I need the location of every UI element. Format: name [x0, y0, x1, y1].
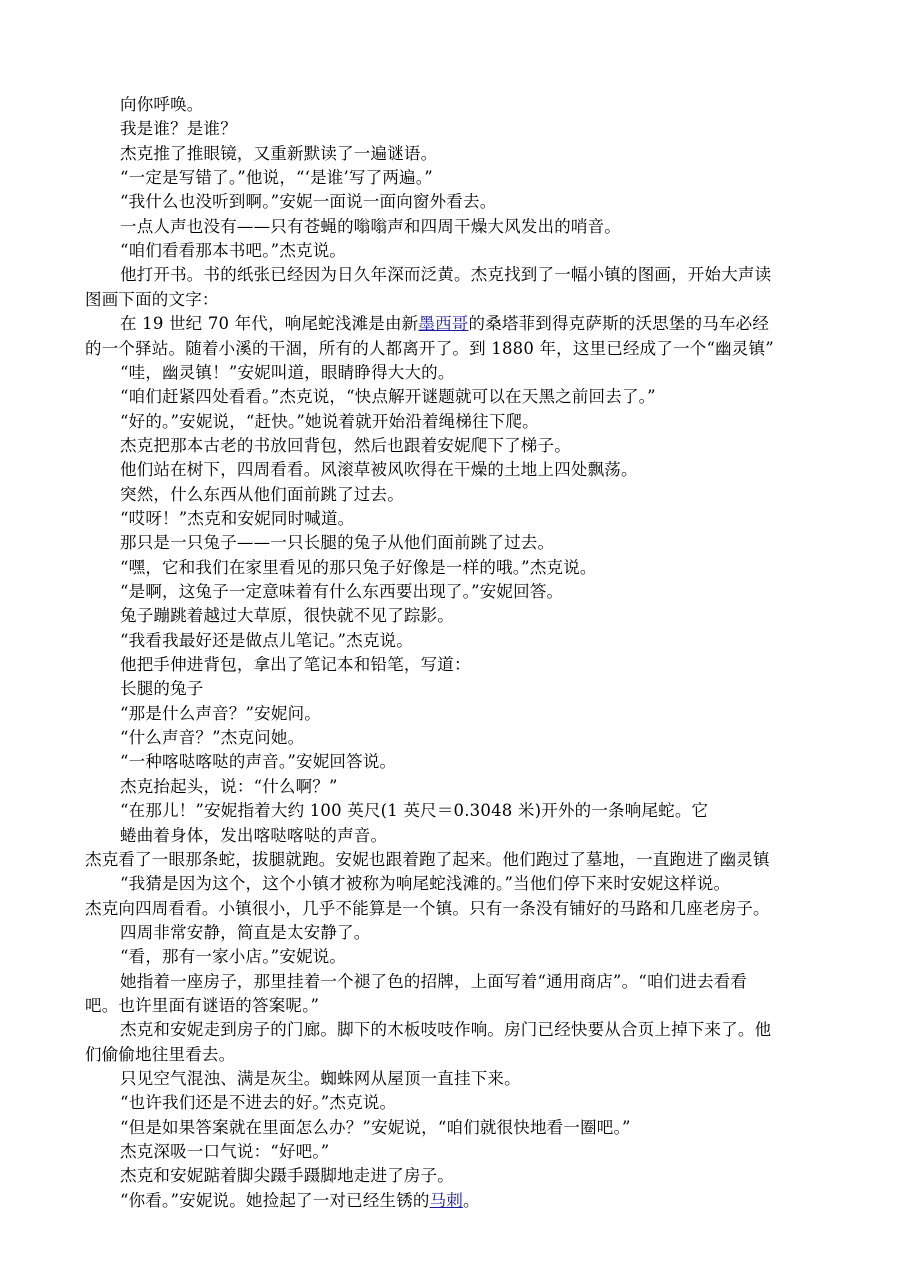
text-line [0, 288, 909, 312]
line-text: 只见空气混浊、满是灰尘。蜘蛛网从屋顶一直挂下来。 [120, 1069, 521, 1088]
text-line [0, 872, 909, 896]
text-line [0, 239, 909, 263]
line-text: 向你呼唤。 [120, 95, 204, 114]
line-text: “咱们赶紧四处看看。”杰克说，“快点解开谜题就可以在天黑之前回去了。” [120, 387, 656, 406]
text-line [0, 458, 909, 482]
line-text: 我是谁？是谁？ [120, 119, 237, 138]
line-text: “看，那有一家小店。”安妮说。 [120, 947, 347, 966]
text-line [0, 190, 909, 214]
line-text: 杰克抬起头，说：“什么啊？” [120, 777, 338, 796]
line-text: “你看。”安妮说。她捡起了一对已经生锈的 [120, 1191, 430, 1210]
text-line [0, 1116, 909, 1140]
text-line [0, 1018, 909, 1042]
line-text: 杰克把那本古老的书放回背包，然后也跟着安妮爬下了梯子。 [120, 436, 571, 455]
line-text: 的一个驿站。随着小溪的干涸，所有的人都离开了。到 1880 年，这里已经成了一个“幽灵镇” [85, 339, 774, 358]
text-line [0, 775, 909, 799]
line-text: 在 19 世纪 70 年代，响尾蛇浅滩是由新 [120, 314, 419, 333]
line-text: “也许我们还是不进去的好。”杰克说。 [120, 1093, 397, 1112]
line-text: 杰克看了一眼那条蛇，拔腿就跑。安妮也跟着跑了起来。他们跑过了墓地，一直跑进了幽灵镇 [85, 850, 770, 869]
text-line [0, 848, 909, 872]
line-text: 杰克和安妮走到房子的门廊。脚下的木板吱吱作响。房门已经快要从合页上掉下来了。他 [120, 1020, 772, 1039]
text-line [0, 726, 909, 750]
text-line [0, 994, 909, 1018]
line-text: 她指着一座房子，那里挂着一个褪了色的招牌，上面写着“通用商店”。“咱们进去看看 [120, 972, 748, 991]
text-line [0, 263, 909, 287]
text-line [0, 410, 909, 434]
text-line [0, 337, 909, 361]
line-text: 那只是一只兔子——一只长腿的兔子从他们面前跳了过去。 [120, 533, 555, 552]
text-line [0, 434, 909, 458]
line-text: “那是什么声音？”安妮问。 [120, 704, 321, 723]
line-text: “哎呀！”杰克和安妮同时喊道。 [120, 509, 355, 528]
text-line [0, 556, 909, 580]
text-line [0, 93, 909, 117]
text-line [0, 385, 909, 409]
line-text: 他把手伸进背包，拿出了笔记本和铅笔，写道： [120, 655, 471, 674]
line-text: 杰克向四周看看。小镇很小，几乎不能算是一个镇。只有一条没有铺好的马路和几座老房子。 [85, 899, 770, 918]
text-line [0, 1067, 909, 1091]
line-text: 。 [463, 1191, 480, 1210]
text-line [0, 361, 909, 385]
text-line [0, 1043, 909, 1067]
glossary-link[interactable]: 墨西哥 [418, 314, 469, 333]
text-line [0, 897, 909, 921]
line-text: 吧。也许里面有谜语的答案呢。” [85, 996, 320, 1015]
text-line [0, 799, 909, 823]
text-line [0, 483, 909, 507]
line-text: “我猜是因为这个，这个小镇才被称为响尾蛇浅滩的。”当他们停下来时安妮这样说。 [120, 874, 731, 893]
text-line [0, 507, 909, 531]
text-line [0, 824, 909, 848]
line-text: 的桑塔菲到得克萨斯的沃思堡的马车必经 [468, 314, 770, 333]
text-line [0, 215, 909, 239]
text-line [0, 945, 909, 969]
line-text: 们偷偷地往里看去。 [85, 1045, 236, 1064]
line-text: 四周非常安静，简直是太安静了。 [120, 923, 371, 942]
line-text: 杰克深吸一口气说：“好吧。” [120, 1142, 330, 1161]
line-text: “我看我最好还是做点儿笔记。”杰克说。 [120, 631, 413, 650]
line-text: 一点人声也没有——只有苍蝇的嗡嗡声和四周干燥大风发出的哨音。 [120, 217, 621, 236]
line-text: “是啊，这兔子一定意味着有什么东西要出现了。”安妮回答。 [120, 582, 564, 601]
line-text: 杰克推了推眼镜，又重新默读了一遍谜语。 [120, 144, 438, 163]
text-line [0, 166, 909, 190]
text-line [0, 1091, 909, 1115]
text-line [0, 1189, 909, 1213]
line-text: 长腿的兔子 [120, 679, 204, 698]
line-text: “什么声音？”杰克问她。 [120, 728, 305, 747]
line-text: “但是如果答案就在里面怎么办？”安妮说，“咱们就很快地看一圈吧。” [120, 1118, 631, 1137]
text-line [0, 580, 909, 604]
line-text: “我什么也没听到啊。”安妮一面说一面向窗外看去。 [120, 192, 497, 211]
line-text: 杰克和安妮踮着脚尖蹑手蹑脚地走进了房子。 [120, 1166, 454, 1185]
text-line [0, 312, 909, 336]
line-text: “在那儿！”安妮指着大约 100 英尺(1 英尺＝0.3048 米)开外的一条响尾蛇。它 [120, 801, 709, 820]
text-line [0, 1164, 909, 1188]
line-text: “咱们看看那本书吧。”杰克说。 [120, 241, 347, 260]
line-text: 蜷曲着身体，发出喀哒喀哒的声音。 [120, 826, 388, 845]
line-text: 他打开书。书的纸张已经因为日久年深而泛黄。杰克找到了一幅小镇的图画，开始大声读 [120, 265, 772, 284]
text-line [0, 677, 909, 701]
text-line [0, 531, 909, 555]
text-line [0, 1140, 909, 1164]
line-text: “一种喀哒喀哒的声音。”安妮回答说。 [120, 752, 397, 771]
line-text: “好的。”安妮说，“赶快。”她说着就开始沿着绳梯往下爬。 [120, 412, 539, 431]
line-text: “嘿，它和我们在家里看见的那只兔子好像是一样的哦。”杰克说。 [120, 558, 597, 577]
text-line [0, 653, 909, 677]
line-text: 图画下面的文字： [85, 290, 219, 309]
line-text: “一定是写错了。”他说，“‘是谁’写了两遍。” [120, 168, 433, 187]
text-line [0, 970, 909, 994]
line-text: 兔子蹦跳着越过大草原，很快就不见了踪影。 [120, 606, 454, 625]
text-line [0, 750, 909, 774]
glossary-link[interactable]: 马刺 [429, 1191, 464, 1210]
text-line [0, 604, 909, 628]
text-line [0, 702, 909, 726]
text-line [0, 142, 909, 166]
text-line [0, 921, 909, 945]
line-text: “哇，幽灵镇！”安妮叫道，眼睛睁得大大的。 [120, 363, 455, 382]
text-line [0, 117, 909, 141]
line-text: 突然，什么东西从他们面前跳了过去。 [120, 485, 404, 504]
line-text: 他们站在树下，四周看看。风滚草被风吹得在干燥的土地上四处飘荡。 [120, 460, 638, 479]
text-line [0, 629, 909, 653]
